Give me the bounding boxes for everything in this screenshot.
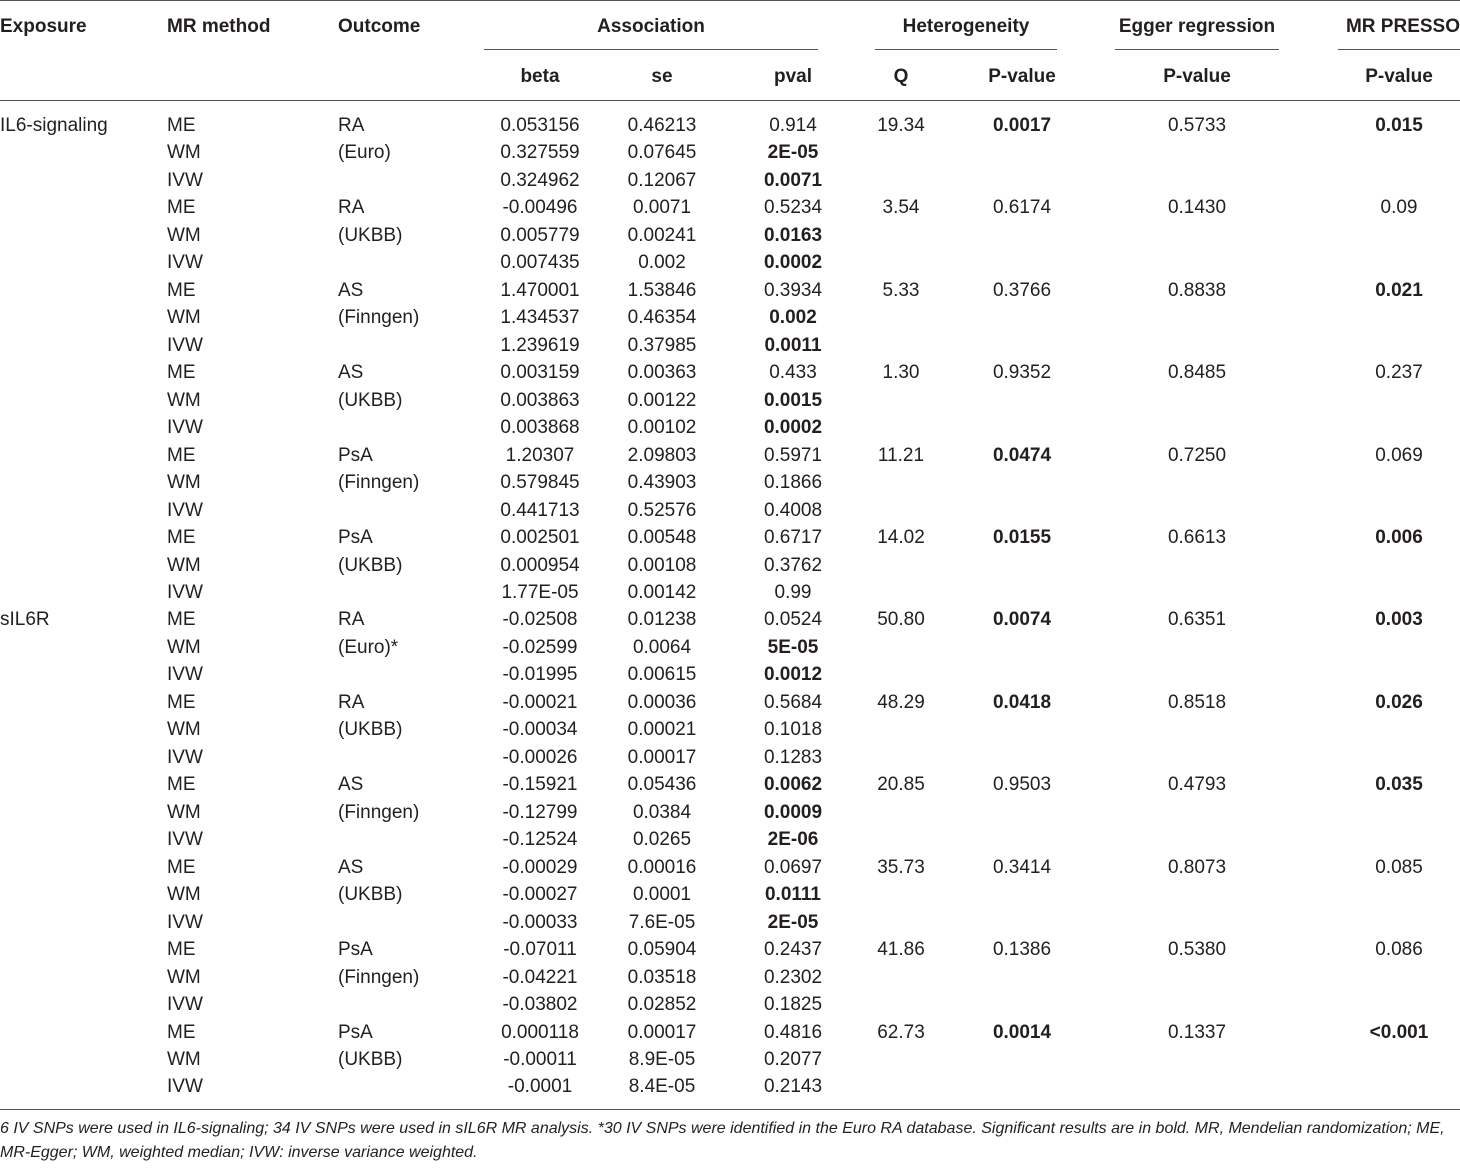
- egger-underline: [1115, 49, 1279, 50]
- method-label: WM: [167, 142, 201, 164]
- egger-pvalue: 0.5733: [1167, 115, 1227, 136]
- association-underline: [484, 49, 818, 50]
- pval-value: 0.0697: [763, 856, 823, 878]
- se-value: 0.46354: [627, 307, 697, 329]
- pval-value: 0.1283: [763, 746, 823, 768]
- beta-value: 0.000118: [501, 1021, 579, 1043]
- se-value: 0.0384: [632, 801, 692, 823]
- beta-value: 0.324962: [500, 169, 580, 191]
- pval-value: 0.0163: [763, 224, 823, 246]
- presso-underline: [1338, 49, 1460, 50]
- outcome-database: (Finngen): [338, 472, 420, 494]
- pval-value: 0.1825: [763, 994, 823, 1016]
- se-value: 0.43903: [627, 472, 697, 494]
- pval-value: 0.2077: [763, 1048, 823, 1070]
- pval-value: 0.0071: [763, 169, 823, 191]
- pval-value: 5E-05: [767, 636, 819, 658]
- outcome-database: (UKBB): [338, 224, 403, 246]
- method-label: ME: [167, 774, 196, 796]
- se-value: 0.00102: [627, 417, 697, 439]
- beta-value: -0.00026: [502, 746, 578, 768]
- se-value: 1.53846: [627, 279, 697, 301]
- beta-value: 0.327559: [500, 142, 580, 164]
- outcome-label: AS: [338, 856, 364, 878]
- method-label: IVW: [167, 664, 203, 686]
- heterogeneity-pvalue: 0.0014: [992, 1021, 1052, 1043]
- presso-pvalue: 0.069: [1375, 444, 1423, 466]
- presso-pvalue: 0.015: [1375, 115, 1423, 136]
- method-label: WM: [167, 801, 201, 823]
- beta-value: -0.00034: [502, 719, 578, 741]
- method-label: IVW: [167, 252, 203, 274]
- heterogeneity-q: 50.80: [877, 609, 925, 631]
- beta-value: -0.12524: [502, 829, 578, 851]
- exposure-label: IL6-signaling: [0, 115, 108, 136]
- method-label: IVW: [167, 499, 203, 521]
- header-heterogeneity: Heterogeneity: [902, 16, 1030, 37]
- outcome-label: RA: [338, 609, 365, 631]
- egger-pvalue: 0.6613: [1167, 527, 1227, 549]
- heterogeneity-pvalue: 0.6174: [992, 197, 1052, 219]
- pval-value: 0.0002: [763, 417, 823, 439]
- presso-pvalue: 0.006: [1375, 527, 1423, 549]
- egger-pvalue: 0.7250: [1167, 444, 1227, 466]
- heterogeneity-q: 14.02: [877, 527, 925, 549]
- outcome-database: (UKBB): [338, 1048, 403, 1070]
- se-value: 0.03518: [627, 966, 697, 988]
- pval-value: 0.5684: [763, 691, 823, 713]
- heterogeneity-q: 48.29: [877, 691, 925, 713]
- pval-value: 0.0062: [763, 774, 823, 796]
- heterogeneity-q: 41.86: [877, 939, 925, 961]
- method-label: WM: [167, 472, 201, 494]
- outcome-label: AS: [338, 362, 364, 384]
- pval-value: 0.5234: [763, 197, 823, 219]
- heterogeneity-q: 3.54: [882, 197, 920, 219]
- heterogeneity-pvalue: 0.9352: [992, 362, 1052, 384]
- method-label: WM: [167, 966, 201, 988]
- se-value: 0.002: [638, 252, 686, 274]
- se-value: 0.00017: [627, 1021, 697, 1043]
- beta-value: -0.00027: [502, 884, 578, 906]
- presso-pvalue: 0.026: [1375, 691, 1423, 713]
- beta-value: -0.02599: [502, 636, 578, 658]
- method-label: ME: [167, 856, 196, 878]
- method-label: IVW: [167, 911, 203, 933]
- pval-value: 0.3934: [763, 279, 823, 301]
- method-label: ME: [167, 939, 196, 961]
- beta-value: 0.007435: [500, 252, 580, 274]
- heterogeneity-underline: [875, 49, 1057, 50]
- egger-pvalue: 0.8838: [1167, 279, 1227, 301]
- se-value: 0.0265: [632, 829, 692, 851]
- pval-value: 0.0524: [763, 609, 823, 631]
- outcome-database: (UKBB): [338, 884, 403, 906]
- se-value: 2.09803: [627, 444, 697, 466]
- se-value: 0.52576: [627, 499, 697, 521]
- outcome-database: (UKBB): [338, 554, 403, 576]
- se-value: 0.00142: [627, 581, 697, 603]
- heterogeneity-pvalue: 0.3414: [992, 856, 1052, 878]
- header-egger: Egger regression: [1118, 16, 1276, 37]
- method-label: IVW: [167, 829, 203, 851]
- pval-value: 2E-06: [767, 829, 819, 851]
- heterogeneity-pvalue: 0.0474: [992, 444, 1052, 466]
- beta-value: 1.20307: [505, 444, 575, 466]
- se-value: 0.05436: [627, 774, 697, 796]
- heterogeneity-pvalue: 0.0155: [992, 527, 1052, 549]
- presso-pvalue: 0.021: [1375, 279, 1423, 301]
- header-presso: MR PRESSO: [1345, 16, 1460, 37]
- presso-pvalue: 0.09: [1380, 197, 1418, 219]
- heterogeneity-q: 62.73: [877, 1021, 925, 1043]
- outcome-label: RA: [338, 197, 365, 219]
- pval-value: 0.4816: [763, 1021, 823, 1043]
- header-q: Q: [893, 66, 909, 87]
- heterogeneity-q: 20.85: [877, 774, 925, 796]
- pval-value: 0.1866: [763, 472, 823, 494]
- outcome-label: AS: [338, 279, 364, 301]
- egger-pvalue: 0.8518: [1167, 691, 1227, 713]
- se-value: 0.00108: [627, 554, 697, 576]
- se-value: 8.9E-05: [628, 1048, 696, 1070]
- pval-value: 0.433: [769, 362, 817, 384]
- pval-value: 0.0111: [764, 884, 822, 906]
- method-label: ME: [167, 115, 196, 136]
- header-bottom-rule: [0, 100, 1460, 101]
- presso-pvalue: <0.001: [1369, 1021, 1429, 1043]
- header-association: Association: [597, 16, 705, 37]
- egger-pvalue: 0.6351: [1167, 609, 1227, 631]
- beta-value: -0.04221: [502, 966, 578, 988]
- outcome-label: RA: [338, 115, 365, 136]
- egger-pvalue: 0.5380: [1167, 939, 1227, 961]
- se-value: 0.02852: [627, 994, 697, 1016]
- se-value: 0.00241: [627, 224, 697, 246]
- header-presso-pvalue: P-value: [1365, 66, 1433, 87]
- se-value: 0.00615: [627, 664, 697, 686]
- method-label: ME: [167, 691, 196, 713]
- beta-value: 0.003159: [500, 362, 580, 384]
- presso-pvalue: 0.003: [1375, 609, 1423, 631]
- presso-pvalue: 0.085: [1375, 856, 1423, 878]
- method-label: WM: [167, 307, 201, 329]
- beta-value: 1.470001: [500, 279, 580, 301]
- outcome-label: PsA: [338, 1021, 373, 1043]
- pval-value: 0.4008: [763, 499, 823, 521]
- outcome-database: (Euro): [338, 142, 391, 164]
- outcome-database: (Finngen): [338, 801, 420, 823]
- egger-pvalue: 0.4793: [1167, 774, 1227, 796]
- heterogeneity-q: 11.21: [877, 444, 925, 466]
- pval-value: 2E-05: [767, 142, 819, 164]
- header-beta: beta: [520, 66, 560, 87]
- outcome-label: PsA: [338, 527, 373, 549]
- se-value: 0.05904: [627, 939, 697, 961]
- presso-pvalue: 0.035: [1375, 774, 1423, 796]
- table-footnote: 6 IV SNPs were used in IL6-signaling; 34 IV SNPs were used in sIL6R MR analysis. *30 IV SNPs were identified in the Euro RA database. Significant results are in bold. MR, Mendelian randomization; ME, MR-Egger; WM, weighted median; IVW: inverse variance weighted.: [0, 1120, 1445, 1161]
- outcome-database: (UKBB): [338, 719, 403, 741]
- method-label: IVW: [167, 169, 203, 191]
- beta-value: -0.03802: [502, 994, 578, 1016]
- pval-value: 0.3762: [763, 554, 823, 576]
- pval-value: 0.6717: [763, 527, 823, 549]
- outcome-database: (Finngen): [338, 966, 420, 988]
- method-label: WM: [167, 554, 201, 576]
- header-egger-pvalue: P-value: [1163, 66, 1231, 87]
- method-label: WM: [167, 389, 201, 411]
- method-label: ME: [167, 362, 196, 384]
- pval-value: 0.0012: [763, 664, 823, 686]
- beta-value: 0.053156: [500, 115, 580, 136]
- method-label: ME: [167, 527, 196, 549]
- beta-value: 1.239619: [500, 334, 580, 356]
- pval-value: 0.0009: [763, 801, 823, 823]
- outcome-database: (Finngen): [338, 307, 420, 329]
- se-value: 0.00122: [627, 389, 697, 411]
- pval-value: 0.002: [769, 307, 817, 329]
- se-value: 0.01238: [627, 609, 697, 631]
- egger-pvalue: 0.8485: [1167, 362, 1227, 384]
- method-label: WM: [167, 884, 201, 906]
- outcome-label: PsA: [338, 939, 373, 961]
- beta-value: -0.02508: [502, 609, 578, 631]
- se-value: 0.0071: [632, 197, 692, 219]
- se-value: 0.0064: [632, 636, 692, 658]
- bottom-rule: [0, 1109, 1460, 1110]
- se-value: 0.00017: [627, 746, 697, 768]
- header-se: se: [651, 66, 673, 87]
- method-label: ME: [167, 444, 196, 466]
- se-value: 8.4E-05: [628, 1076, 696, 1098]
- beta-value: 0.002501: [500, 527, 580, 549]
- se-value: 0.00363: [627, 362, 697, 384]
- se-value: 0.07645: [627, 142, 697, 164]
- se-value: 0.0001: [632, 884, 692, 906]
- beta-value: 0.003868: [500, 417, 580, 439]
- heterogeneity-q: 35.73: [877, 856, 925, 878]
- method-label: WM: [167, 636, 201, 658]
- presso-pvalue: 0.237: [1375, 362, 1423, 384]
- heterogeneity-q: 5.33: [882, 279, 920, 301]
- method-label: ME: [167, 609, 196, 631]
- beta-value: 0.000954: [500, 554, 580, 576]
- method-label: WM: [167, 224, 201, 246]
- se-value: 0.12067: [627, 169, 697, 191]
- beta-value: -0.00496: [502, 197, 578, 219]
- beta-value: -0.12799: [502, 801, 578, 823]
- header-pval: pval: [773, 66, 813, 87]
- beta-value: -0.00033: [502, 911, 578, 933]
- beta-value: -0.00021: [502, 691, 578, 713]
- method-label: ME: [167, 279, 196, 301]
- beta-value: 0.579845: [500, 472, 580, 494]
- method-label: IVW: [167, 417, 203, 439]
- heterogeneity-q: 1.30: [882, 362, 920, 384]
- beta-value: 1.434537: [500, 307, 580, 329]
- exposure-label: sIL6R: [0, 609, 50, 631]
- method-label: ME: [167, 1021, 196, 1043]
- beta-value: -0.15921: [502, 774, 578, 796]
- method-label: IVW: [167, 1076, 203, 1098]
- pval-value: 0.2143: [763, 1076, 823, 1098]
- method-label: IVW: [167, 334, 203, 356]
- beta-value: 1.77E-05: [501, 581, 579, 603]
- heterogeneity-q: 19.34: [877, 115, 925, 136]
- heterogeneity-pvalue: 0.9503: [992, 774, 1052, 796]
- outcome-database: (Euro)*: [338, 636, 399, 658]
- method-label: WM: [167, 719, 201, 741]
- pval-value: 0.5971: [763, 444, 823, 466]
- method-label: IVW: [167, 581, 203, 603]
- se-value: 0.00548: [627, 527, 697, 549]
- pval-value: 0.0015: [763, 389, 823, 411]
- beta-value: -0.07011: [503, 939, 577, 961]
- outcome-label: AS: [338, 774, 364, 796]
- heterogeneity-pvalue: 0.0418: [992, 691, 1052, 713]
- outcome-label: PsA: [338, 444, 373, 466]
- se-value: 0.00021: [627, 719, 697, 741]
- beta-value: 0.441713: [500, 499, 580, 521]
- egger-pvalue: 0.8073: [1167, 856, 1227, 878]
- pval-value: 0.2302: [763, 966, 823, 988]
- pval-value: 0.2437: [763, 939, 823, 961]
- method-label: IVW: [167, 994, 203, 1016]
- header-exposure: Exposure: [0, 16, 87, 37]
- se-value: 7.6E-05: [628, 911, 696, 933]
- beta-value: -0.0001: [507, 1076, 573, 1098]
- heterogeneity-pvalue: 0.3766: [992, 279, 1052, 301]
- pval-value: 0.0002: [763, 252, 823, 274]
- se-value: 0.46213: [627, 115, 697, 136]
- beta-value: 0.005779: [500, 224, 580, 246]
- header-method: MR method: [167, 16, 271, 37]
- method-label: ME: [167, 197, 196, 219]
- pval-value: 0.914: [769, 115, 817, 136]
- pval-value: 0.1018: [763, 719, 823, 741]
- method-label: WM: [167, 1048, 201, 1070]
- se-value: 0.00016: [627, 856, 697, 878]
- outcome-database: (UKBB): [338, 389, 403, 411]
- egger-pvalue: 0.1337: [1167, 1021, 1227, 1043]
- se-value: 0.37985: [627, 334, 697, 356]
- top-rule: [0, 0, 1460, 1]
- outcome-label: RA: [338, 691, 365, 713]
- presso-pvalue: 0.086: [1375, 939, 1423, 961]
- pval-value: 0.0011: [764, 334, 822, 356]
- beta-value: -0.01995: [502, 664, 578, 686]
- pval-value: 0.99: [774, 581, 812, 603]
- heterogeneity-pvalue: 0.0074: [992, 609, 1052, 631]
- heterogeneity-pvalue: 0.1386: [992, 939, 1052, 961]
- header-het-pvalue: P-value: [988, 66, 1056, 87]
- egger-pvalue: 0.1430: [1167, 197, 1227, 219]
- header-outcome: Outcome: [338, 16, 421, 37]
- beta-value: -0.00011: [503, 1048, 577, 1070]
- heterogeneity-pvalue: 0.0017: [992, 115, 1052, 136]
- pval-value: 2E-05: [767, 911, 819, 933]
- method-label: IVW: [167, 746, 203, 768]
- se-value: 0.00036: [627, 691, 697, 713]
- beta-value: 0.003863: [500, 389, 580, 411]
- beta-value: -0.00029: [502, 856, 578, 878]
